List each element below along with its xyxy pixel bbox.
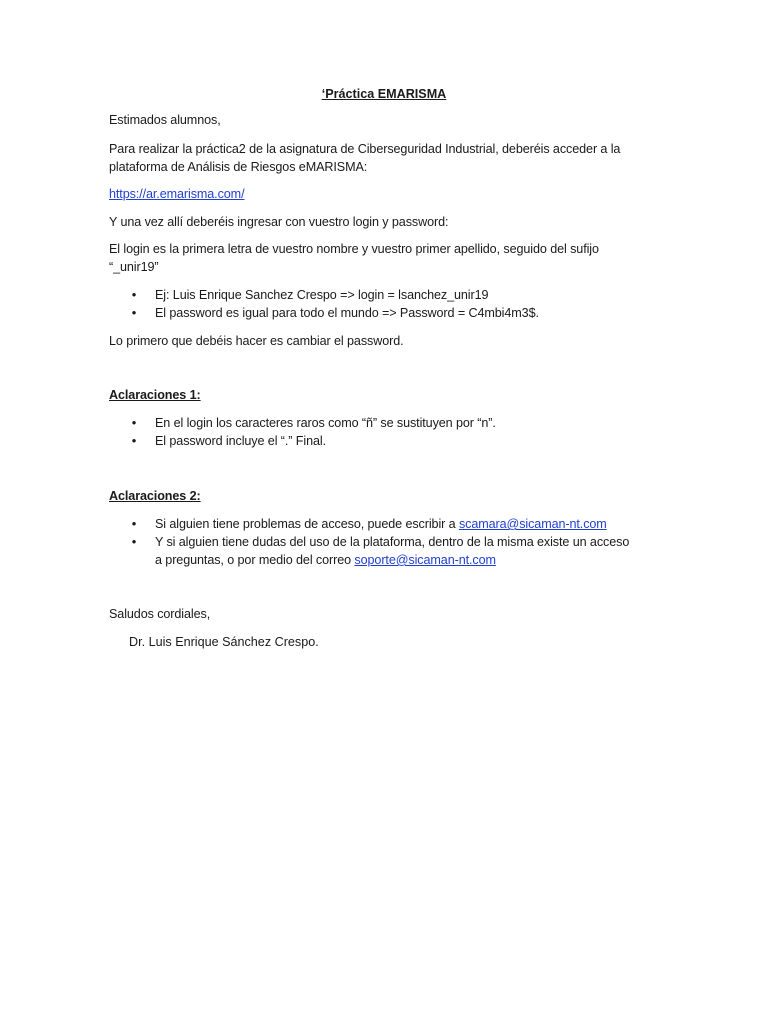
clarifications-2-heading: Aclaraciones 2: [109,489,201,503]
example-password: El password es igual para todo el mundo => Password = C4mbi4m3$. [155,306,539,320]
bullet-icon: • [131,287,137,302]
platform-url-link[interactable]: https://ar.emarisma.com/ [109,187,245,201]
intro-line-1: Para realizar la práctica2 de la asignatura de Ciberseguridad Industrial, deberéis acceder a la [109,142,621,156]
support-email-link-soporte[interactable]: soporte@sicaman-nt.com [354,553,496,567]
platform-url-line [109,185,244,203]
first-step: Lo primero que debéis hacer es cambiar el password. [109,334,404,348]
bullet-icon: • [131,415,137,430]
clarification-1-item-2: El password incluye el “.” Final. [155,434,326,448]
document-title: ‘Práctica EMARISMA [321,87,447,101]
clarification-1-item-1: En el login los caracteres raros como “ñ” se sustituyen por “n”. [155,416,496,430]
signature: Dr. Luis Enrique Sánchez Crespo. [129,635,319,649]
example-login: Ej: Luis Enrique Sanchez Crespo => login = lsanchez_unir19 [155,288,489,302]
clarifications-1-heading: Aclaraciones 1: [109,388,201,402]
clarification-2-item-1 [155,515,607,533]
clarification-2-item-2-line-2 [155,551,496,569]
intro-line-2: plataforma de Análisis de Riesgos eMARISMA: [109,160,368,174]
greeting: Estimados alumnos, [109,113,221,127]
clarification-2-item-2-line-1: Y si alguien tiene dudas del uso de la plataforma, dentro de la misma existe un acceso [155,535,630,549]
login-rule-line-2: “_unir19” [109,260,159,274]
login-rule-line-1: El login es la primera letra de vuestro nombre y vuestro primer apellido, seguido del sufijo [109,242,599,256]
clarification-2-item-1-text: Si alguien tiene problemas de acceso, puede escribir a [155,517,459,531]
closing: Saludos cordiales, [109,607,211,621]
clarification-2-item-2-text: a preguntas, o por medio del correo [155,553,355,567]
access-line: Y una vez allí deberéis ingresar con vuestro login y password: [109,215,449,229]
bullet-icon: • [131,305,137,320]
support-email-link-scamara[interactable]: scamara@sicaman-nt.com [458,517,607,531]
bullet-icon: • [131,433,137,448]
bullet-icon: • [131,516,137,531]
bullet-icon: • [131,534,137,549]
